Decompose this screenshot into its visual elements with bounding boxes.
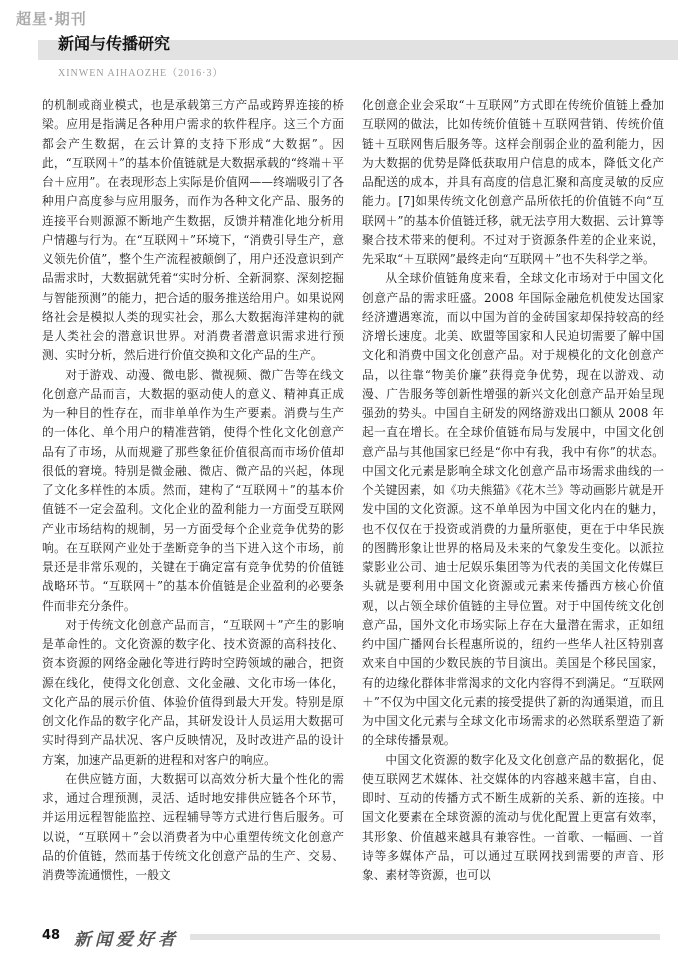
paragraph: 的机制或商业模式，也是承载第三方产品或跨界连接的桥梁。应用是指满足各种用户需求的软件程序。这三个方面都会产生数据，在云计算的支持下形成“大数据”。因此，“互联网＋”的基本价值链就是大数据承载的“终端＋平台＋应用”。在表现形态上实际是价值网——终端吸引了各种用户高度参与应用服务，而作为各种文化产品、服务的连接平台则源源不断地产生数据，反馈并精准化地分析用户情趣与行为。在“互联网＋”环境下，“消费引导生产，意义领先价值”，整个生产流程被颠倒了，用户还没意识到产品需求时，大数据就凭着“实时分析、全新洞察、深刻挖掘与智能预测”的能力，把合适的服务推送给用户。如果说网络社会是模拟人类的现实社会，那么大数据海洋建构的就是人类社会的潜意识世界。对消费者潜意识需求进行预测、实时分析，然后进行价值交换和文化产品的生产。 — [42, 98, 344, 363]
right-column — [362, 96, 664, 885]
paragraph: 对于游戏、动漫、微电影、微视频、微广告等在线文化创意产品而言，大数据的驱动使人的意义、精神真正成为一种目的性存在，而非单单作为生产要素。消费与生产的一体化、单个用户的精准营销，使得个性化文化创意产品有了市场，从而规避了那些象征价值很高而市场价值却很低的窘境。特别是微金融、微店、微产品的兴起，体现了文化多样性的本质。然而，建构了“互联网＋”的基本价值链不一定会盈利。文化企业的盈利能力一方面受互联网产业市场结构的规制，另一方面受每个企业竞争优势的影响。在互联网产业处于垄断竞争的当下进入这个市场，前景还是非常乐观的，关键在于确定富有竞争优势的价值链战略环节。“互联网＋”的基本价值链是企业盈利的必要条件而非充分条件。 — [42, 367, 344, 613]
journal-section-title: 新闻与传播研究 — [58, 34, 171, 53]
journal-issue-line: XINWEN AIHAOZHE（2016·3） — [58, 68, 224, 79]
paragraph: 对于传统文化创意产品而言，“互联网＋”产生的影响是革命性的。文化资源的数字化、技术资源的高科技化、资本资源的网络金融化等进行跨时空跨领域的融合，把资源在线化，使得文化创意、文化金融、文化市场一体化，文化产品的展示价值、体验价值得到最大开发。特别是原创文化作品的数字化产品，其研发设计人员运用大数据可实时得到产品状况、客户反映情况，及时改进产品的设计方案，加速产品更新的进程和对客户的响应。 — [42, 617, 344, 767]
paragraph: 从全球价值链角度来看，全球文化市场对于中国文化创意产品的需求旺盛。2008 年国际金融危机使发达国家经济遭遇寒流，而以中国为首的金砖国家却保持较高的经济增长速度。北美、欧盟等国家和人民迫切需要了解中国文化和消费中国文化创意产品。对于规模化的文化创意产品，以往靠“物美价廉”获得竞争优势，现在以游戏、动漫、广告服务等创新性增强的新兴文化创意产品开始呈现强劲的势头。中国自主研发的网络游戏出口额从 2008 年起一直在增长。在全球价值链布局与发展中，中国文化创意产品与其他国家已经是“你中有我，我中有你”的状态。中国文化元素是影响全球文化创意产品市场需求曲线的一个关键因素，如《功夫熊猫》《花木兰》等动画影片就是开发中国的文化资源。这不单单因为中国文化内在的魅力，也不仅仅在于投资或消费的力量所驱使，更在于中华民族的图腾形象让世界的格局及未来的气象发生变化。以派拉蒙影业公司、迪士尼娱乐集团等为代表的美国文化传媒巨头就是要利用中国文化资源或元素来传播西方核心价值观，以占领全球价值链的主导位置。对于中国传统文化创意产品，国外文化市场实际上存在大量潜在需求，正如纽约中国广播网台长程惠所说的，纽约一些华人社区特别喜欢来自中国的少数民族的节目演出。美国是个移民国家，有的边缘化群体非常渴求的文化内容得不到满足。“互联网＋”不仅为中国文化元素的接受提供了新的沟通渠道，而且为中国文化元素与全球文化市场需求的必然联系塑造了新的全球传播景观。 — [362, 271, 664, 748]
paragraph: 中国文化资源的数字化及文化创意产品的数据化，促使互联网艺术媒体、社交媒体的内容越来越丰富，自由、即时、互动的传播方式不断生成新的关系、新的连接。中国文化要素在全球资源的流动与优化配置上更富有效率，其形象、价值越来越具有兼容性。一首歌、一幅画、一首诗等多媒体产品，可以通过互联网找到需要的声音、形象、素材等资源，也可以 — [362, 752, 664, 882]
left-column — [42, 96, 344, 885]
footer-bar — [190, 934, 660, 940]
footer-journal-logo: 新闻爱好者 — [74, 930, 179, 950]
paragraph: 在供应链方面，大数据可以高效分析大量个性化的需求，通过合理预测，灵活、适时地安排供应链各个环节，并运用远程智能监控、远程辅导等方式进行售后服务。可以说，“互联网＋”会以消费者为中心重塑传统文化创意产品的价值链，然而基于传统文化创意产品的生产、交易、消费等流通惯性，一般文 — [42, 771, 344, 882]
brand-logo: 超星·期刊 — [16, 10, 87, 28]
paragraph: 化创意企业会采取“＋互联网”方式即在传统价值链上叠加互联网的做法，比如传统价值链＋互联网营销、传统价值链＋互联网售后服务等。这样会削弱企业的盈利能力，因为大数据的优势是降低获取用户信息的成本，降低文化产品配送的成本，并具有高度的信息汇聚和高度灵敏的反应能力。[7]如果传统文化创意产品所依托的价值链不向“互联网＋”的基本价值链迁移，就无法亨用大数据、云计算等聚合技术带来的便利。不过对于资源条件差的企业来说，先采取“＋互联网”最终走向“互联网＋”也不失科学之举。 — [362, 98, 664, 266]
page-number: 48 — [42, 928, 61, 943]
